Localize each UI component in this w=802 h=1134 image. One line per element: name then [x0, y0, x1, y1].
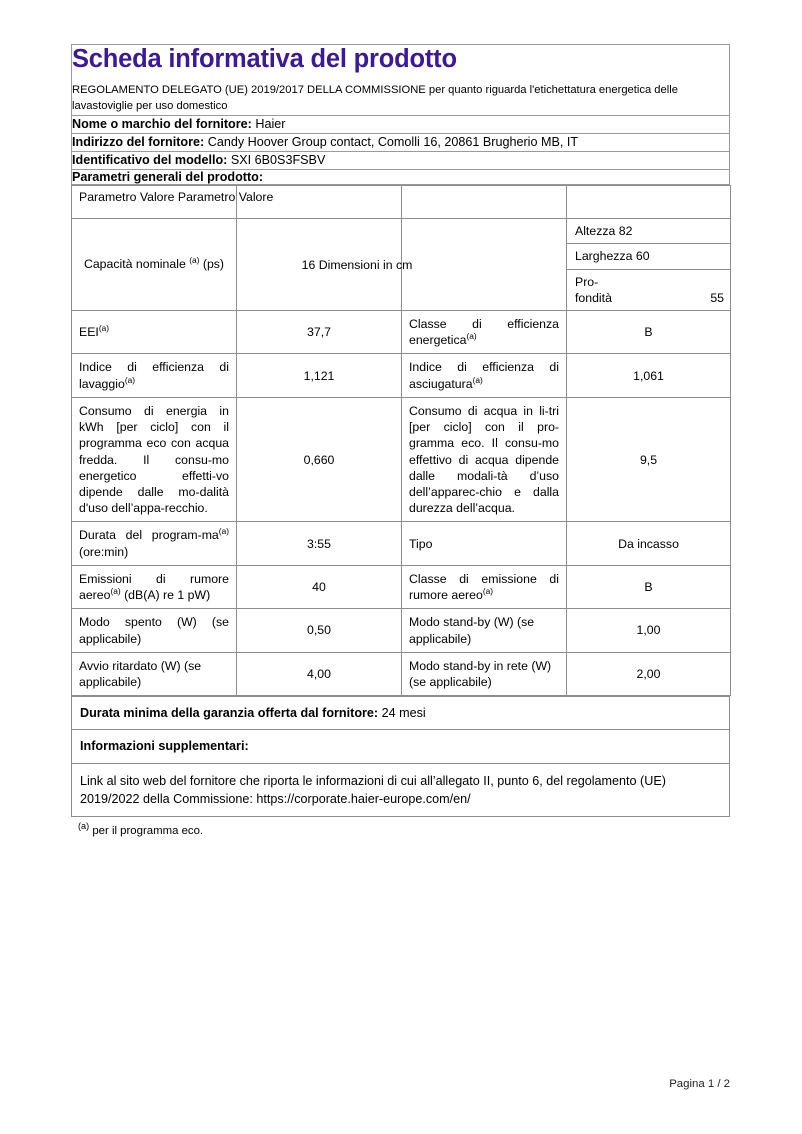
- dimension-width-value: 60: [635, 249, 650, 264]
- dimension-height-value: 82: [618, 224, 633, 239]
- table-row: [72, 652, 731, 695]
- param-value: 0,50: [237, 609, 402, 652]
- capacity-value-and-dimensions-label: [237, 219, 413, 311]
- param-value: 40: [237, 565, 402, 608]
- dimension-height: [567, 219, 730, 244]
- model-label: Identificativo del modello:: [72, 153, 228, 168]
- regulation-subtitle: REGOLAMENTO DELEGATO (UE) 2019/2017 DELLA COMMISSIONE per quanto riguarda l'etichettatura energetica delle lavastoviglie per uso domestico: [72, 84, 678, 113]
- column-header-text: Parametro Valore Parametro Valore: [79, 190, 274, 205]
- table-row: [72, 397, 731, 522]
- table-row: [72, 565, 731, 608]
- param-label: EEI$^{(a)}$: [72, 311, 237, 354]
- title-row: [72, 45, 730, 116]
- table-row: [72, 311, 731, 354]
- supplier-name-value: Haier: [255, 117, 286, 132]
- warranty-value: 24 mesi: [381, 706, 426, 721]
- header-table: [71, 44, 730, 185]
- capacity-dimensions-row: [72, 219, 731, 311]
- supplier-name-label: Nome o marchio del fornitore:: [72, 117, 252, 132]
- param-value-2: 1,00: [567, 609, 731, 652]
- table-row: [72, 522, 731, 565]
- dimensions-cell: [567, 219, 731, 311]
- model-cell: [72, 152, 730, 170]
- param-label: Durata del program-$ma^{(a)}$ (ore:min): [72, 522, 237, 565]
- general-params-heading: Parametri generali del prodotto:: [72, 170, 730, 185]
- supplier-link-text[interactable]: Link al sito web del fornitore che riporta le informazioni di cui all’allegato II, punto 6, del regolamento (UE) 2019/2022 della Commissione: https://corporate.haier-europe.com/en/: [72, 763, 730, 817]
- dimension-depth: [567, 269, 730, 310]
- dimension-width: [567, 244, 730, 269]
- dimension-width-name: Larghezza: [575, 249, 633, 264]
- column-header-cell: [72, 186, 274, 219]
- fiche-sheet: [71, 44, 730, 839]
- dimension-height-name: Altezza: [575, 224, 616, 239]
- param-value: 0,660: [237, 397, 402, 522]
- footnote-text: per il programma eco.: [92, 825, 204, 838]
- dimension-depth-name: Pro- fondità: [575, 274, 612, 305]
- param-label-2: Consumo di acqua in li-tri [per ciclo] con il pro-gramma eco. Il consu-mo effettivo di acqua dipende dalle modali-tà d’uso dell’apparec-chio e dalla durezza dell’acqua.: [402, 397, 567, 522]
- supplier-address-value: Candy Hoover Group contact, Comolli 16, 20861 Brugherio MB, IT: [207, 135, 579, 150]
- capacity-label: Capacità nominale $^{(a)}$ (ps): [72, 219, 237, 311]
- general-params-row: [72, 170, 730, 185]
- param-label-2: Indice di efficienza di asciugatura$^{(a)}$: [402, 354, 567, 397]
- dimension-depth-value: 55: [710, 290, 724, 305]
- supplier-name-row: [72, 116, 730, 134]
- param-label-2: Classe di emissione di rumore aereo$^{(a)}$: [402, 565, 567, 608]
- warranty-label: Durata minima della garanzia offerta dal fornitore:: [80, 706, 379, 721]
- warranty-cell: [72, 697, 730, 730]
- supplier-name-cell: [72, 116, 730, 134]
- model-value: SXI 6B0S3FSBV: [230, 153, 326, 168]
- column-header-spacer-d: [567, 186, 731, 219]
- param-value-2: B: [567, 311, 731, 354]
- param-value-2: 9,5: [567, 397, 731, 522]
- param-label: Avvio ritardato (W) (se applicabile): [72, 652, 237, 695]
- capacity-dimensions-overflow: [302, 256, 413, 272]
- dimension-row-depth: [567, 269, 730, 310]
- param-value: 1,121: [237, 354, 402, 397]
- supplier-address-row: [72, 134, 730, 152]
- param-label-2: Modo stand-by (W) (se applicabile): [402, 609, 567, 652]
- model-row: [72, 152, 730, 170]
- supplier-link-row: [72, 763, 730, 817]
- param-label-2: Tipo: [402, 522, 567, 565]
- column-header-spacer-c: [402, 186, 567, 219]
- column-header-spacer-b: [237, 186, 402, 219]
- dimension-row-height: [567, 219, 730, 244]
- footer-table: [71, 696, 730, 817]
- param-label: Modo spento (W) (se applicabile): [72, 609, 237, 652]
- param-value-2: 1,061: [567, 354, 731, 397]
- param-value-2: B: [567, 565, 731, 608]
- additional-info-heading: Informazioni supplementari:: [80, 739, 249, 754]
- supplier-address-cell: [72, 134, 730, 152]
- param-value: 4,00: [237, 652, 402, 695]
- parameters-table: [71, 185, 731, 696]
- dimension-row-width: [567, 244, 730, 269]
- column-header-row: [72, 186, 731, 219]
- page-title: Scheda informativa del prodotto: [72, 45, 457, 73]
- param-label: Emissioni di rumore aereo$^{(a)}$ (dB(A) re 1 pW): [72, 565, 237, 608]
- table-row: [72, 609, 731, 652]
- dimensions-spacer: [402, 219, 567, 311]
- supplier-address-label: Indirizzo del fornitore:: [72, 135, 205, 150]
- additional-info-cell: [72, 730, 730, 763]
- page-number: Pagina 1 / 2: [669, 1078, 730, 1090]
- param-label-2: Modo stand-by in rete (W) (se applicabile): [402, 652, 567, 695]
- warranty-row: [72, 697, 730, 730]
- title-cell: [72, 45, 730, 116]
- table-row: [72, 354, 731, 397]
- param-value-2: Da incasso: [567, 522, 731, 565]
- param-value: 37,7: [237, 311, 402, 354]
- footnote-marker: (a): [78, 821, 90, 832]
- dimensions-table: [567, 219, 730, 310]
- param-label: Indice di efficienza di lavaggio$^{(a)}$: [72, 354, 237, 397]
- param-value-2: 2,00: [567, 652, 731, 695]
- capacity-value: 16: [301, 257, 316, 272]
- param-label: Consumo di energia in kWh [per ciclo] con il programma eco con acqua fredda. Il consu-mo energetico effetti-vo dipende dalle mo-dalità d'uso dell’appa-recchio.: [72, 397, 237, 522]
- dimensions-label: Dimensioni in cm: [318, 257, 413, 272]
- param-label-2: Classe di efficienza energetica$^{(a)}$: [402, 311, 567, 354]
- param-value: 3:55: [237, 522, 402, 565]
- additional-info-row: [72, 730, 730, 763]
- footnote: [71, 821, 730, 839]
